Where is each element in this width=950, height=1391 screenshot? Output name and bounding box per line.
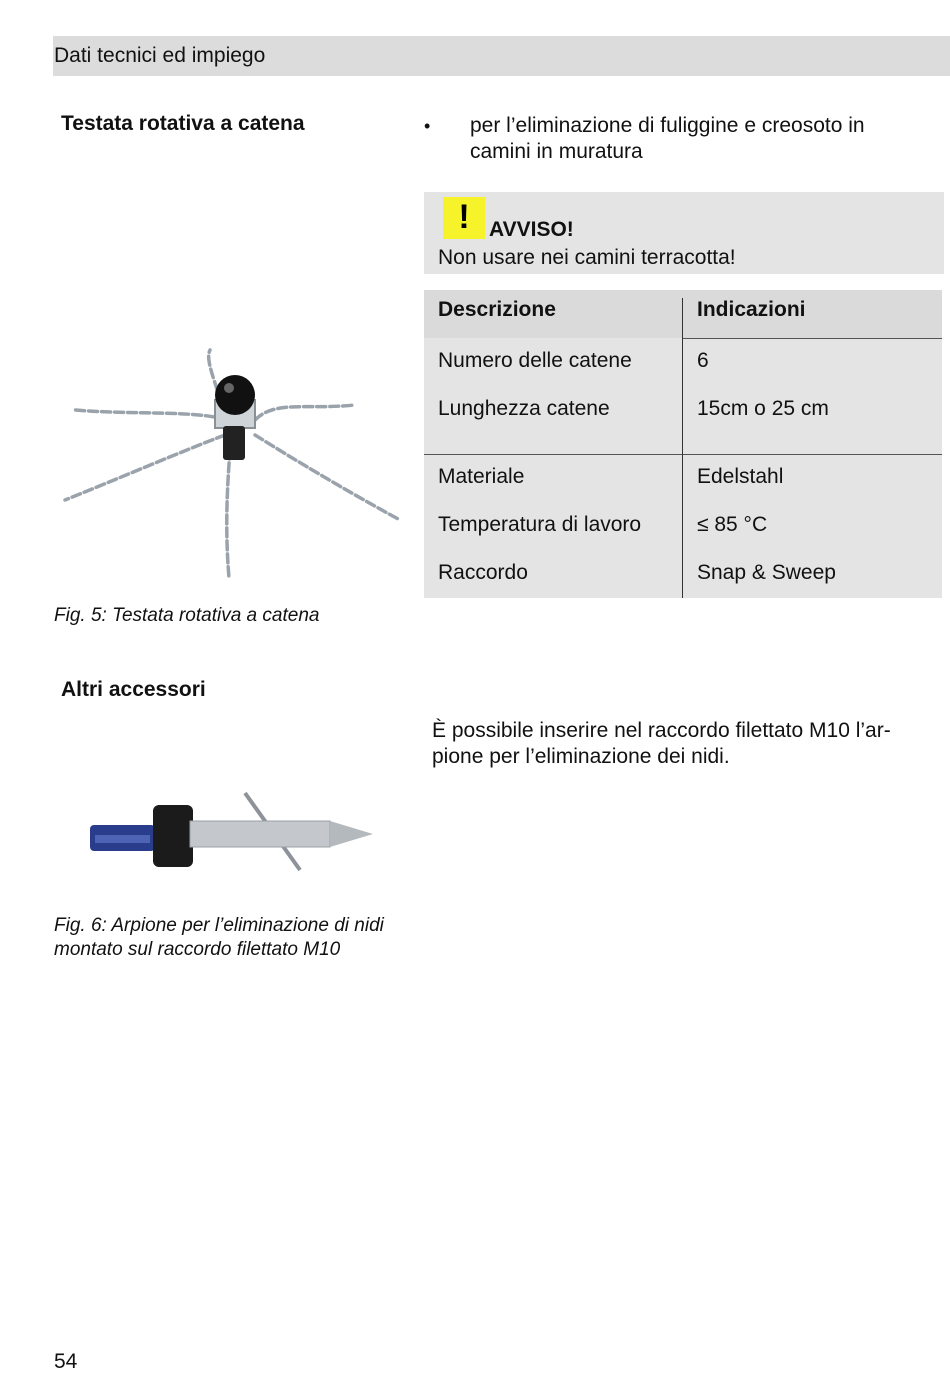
- harpoon-tip: [330, 821, 373, 847]
- table-cell-value: 15cm o 25 cm: [697, 397, 829, 420]
- table-header-description: Descrizione: [438, 298, 556, 321]
- harpoon-thread-coupling: [153, 805, 193, 867]
- bullet-text-line-1: per l’eliminazione di fuliggine e creosoto in: [470, 114, 865, 137]
- warning-title: AVVISO!: [489, 218, 574, 241]
- harpoon-image: [85, 785, 385, 880]
- table-column-divider: [682, 298, 683, 598]
- table-cell-label: Materiale: [438, 465, 525, 488]
- bullet-text: [470, 113, 930, 165]
- accessory-description-line-1: È possibile inserire nel raccordo filettato M10 l’ar-: [432, 719, 891, 742]
- page-number: 54: [54, 1350, 78, 1373]
- table-cell-value: Snap & Sweep: [697, 561, 836, 584]
- section-title-other-accessories: Altri accessori: [61, 678, 206, 701]
- table-cell-label: Lunghezza catene: [438, 397, 610, 420]
- chain-head-image: [55, 340, 415, 590]
- bullet-marker: •: [424, 116, 431, 136]
- figure-6-caption: [54, 914, 384, 962]
- bullet-text-line-2: camini in muratura: [470, 140, 643, 163]
- section-title-chain-head: Testata rotativa a catena: [61, 112, 305, 135]
- page-header-title: Dati tecnici ed impiego: [54, 44, 266, 67]
- chain-head-knob: [215, 375, 255, 415]
- figure-6-caption-line-1: Fig. 6: Arpione per l’eliminazione di nidi: [54, 915, 384, 936]
- figure-5-caption: Fig. 5: Testata rotativa a catena: [54, 605, 320, 626]
- table-header-values: Indicazioni: [697, 298, 806, 321]
- table-divider: [424, 454, 942, 455]
- table-cell-label: Temperatura di lavoro: [438, 513, 642, 536]
- table-divider: [682, 338, 942, 339]
- harpoon-shaft: [190, 821, 330, 847]
- table-cell-label: Raccordo: [438, 561, 528, 584]
- figure-6-caption-line-2: montato sul raccordo filettato M10: [54, 939, 341, 960]
- table-cell-value: Edelstahl: [697, 465, 784, 488]
- accessory-description: [432, 718, 942, 770]
- warning-text: Non usare nei camini terracotta!: [438, 246, 736, 269]
- warning-icon: !: [443, 197, 485, 239]
- table-cell-value: 6: [697, 349, 709, 372]
- chain-head-connector: [223, 426, 245, 460]
- table-cell-label: Numero delle catene: [438, 349, 632, 372]
- accessory-description-line-2: pione per l’eliminazione dei nidi.: [432, 745, 730, 768]
- table-cell-value: ≤ 85 °C: [697, 513, 768, 536]
